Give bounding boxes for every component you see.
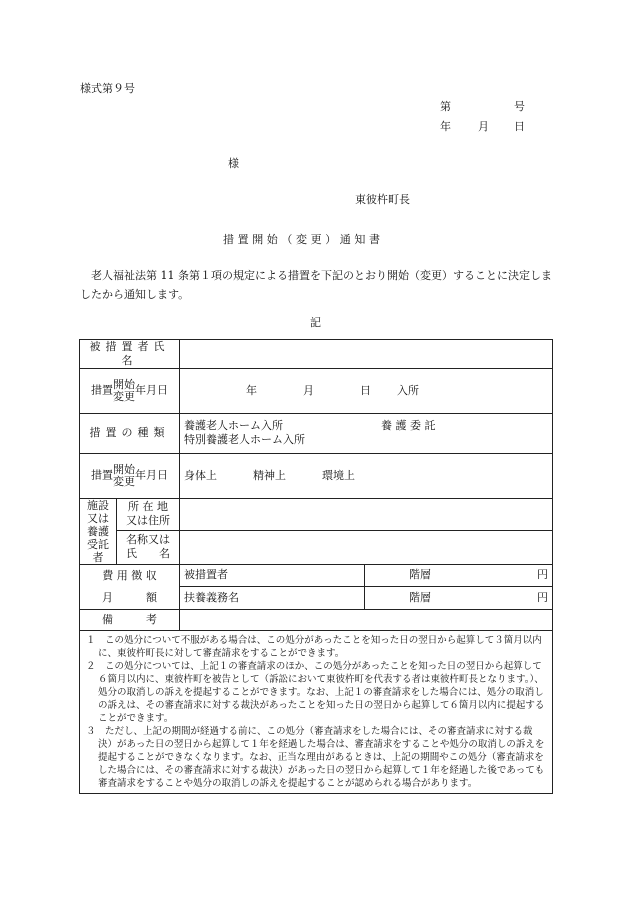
type-yogo-home: 養護老人ホーム入所 — [184, 419, 283, 433]
reason-environmental: 環境上 — [322, 468, 355, 482]
change-date-label — [80, 453, 180, 498]
cost-class-1: 階層 — [409, 568, 431, 582]
cost-amount-1 — [365, 564, 553, 587]
note-2: ２ この処分については、上記１の審査請求のほか、この処分があったことを知った日の翌日から起算して６箇月以内に、東彼杵町を被告として（訴訟において東彼杵町を代表する者は東彼杵町長となります。）、処分の取消しの訴えを提起することができます。なお、上記１の審査請求をした場合には、処分の取消しの訴えは、その審査請求に対する裁決があったことを知った日の翌日から起算して６箇月以内に提起することができます。 — [86, 660, 545, 724]
address-label — [117, 498, 180, 530]
cost-class-2: 階層 — [409, 590, 431, 604]
reason-physical: 身体上 — [184, 468, 217, 482]
start-month-label: 月 — [303, 383, 314, 397]
sochi-text: 措置 — [91, 383, 113, 397]
reason-mental: 精神上 — [253, 468, 286, 482]
facility-name-label — [117, 530, 180, 564]
kaishi-text: 開始 — [113, 377, 135, 391]
address-label-1: 所 在 地 — [128, 500, 168, 514]
cost-payer-2: 扶養義務名 — [180, 587, 365, 610]
facility-name-label-2: 氏 名 — [126, 547, 170, 561]
facility-label-2: 又は — [87, 511, 109, 525]
type-yogo-itaku: 養 護 委 託 — [381, 419, 436, 433]
measure-type-label: 措置の種類 — [80, 413, 180, 453]
person-name-label: 被措置者氏名 — [80, 340, 180, 369]
start-date-label — [80, 368, 180, 413]
notes-cell — [80, 630, 553, 793]
address-field — [180, 498, 553, 530]
reason-field — [180, 453, 553, 498]
cost-label-1: 費 用 徴 収 — [102, 568, 157, 582]
cost-label-2: 月 額 — [102, 590, 157, 604]
cost-label — [80, 564, 180, 609]
facility-label-4: 受託 — [87, 537, 109, 551]
facility-label-5: 者 — [92, 550, 104, 564]
document-number-label: 第 — [440, 100, 451, 113]
cost-unit-2: 円 — [537, 590, 548, 604]
cost-amount-2 — [365, 587, 553, 610]
type-tokubetsu-home: 特別養護老人ホーム入所 — [184, 433, 305, 446]
notice-form-table — [79, 339, 553, 794]
ki-marker: 記 — [310, 316, 321, 329]
person-name-field — [180, 340, 553, 369]
document-number-suffix: 号 — [514, 100, 525, 113]
kaishi-text-2: 開始 — [113, 462, 135, 476]
note-1: １ この処分について不服がある場合は、この処分があったことを知った日の翌日から起算して３箇月以内に、東彼杵町長に対して審査請求をすることができます。 — [86, 634, 542, 659]
start-day-label: 日 — [360, 383, 371, 397]
start-year-label: 年 — [246, 383, 257, 397]
measure-type-field — [180, 413, 553, 453]
addressee-suffix: 様 — [228, 157, 239, 170]
nengappi-text: 年月日 — [135, 383, 168, 397]
facility-label-1: 施設 — [87, 498, 109, 512]
address-label-2: 又は住所 — [126, 514, 170, 528]
henko-text-2: 変更 — [113, 474, 135, 488]
entry-label: 入所 — [397, 383, 419, 397]
cost-unit-1: 円 — [537, 568, 548, 582]
date-month-label: 月 — [478, 120, 489, 133]
nengappi-text-2: 年月日 — [135, 468, 168, 482]
form-number: 様式第９号 — [80, 82, 135, 95]
cost-payer-1: 被措置者 — [180, 564, 365, 587]
start-date-field — [180, 368, 553, 413]
sochi-text-2: 措置 — [91, 468, 113, 482]
facility-name-field — [180, 530, 553, 564]
body-text: 老人福祉法第 11 条第１項の規定による措置を下記のとおり開始（変更）することに決定しましたから通知します。 — [80, 269, 552, 301]
date-day-label: 日 — [514, 120, 525, 133]
document-title: 措置開始（変更）通知書 — [223, 233, 384, 246]
henko-text: 変更 — [113, 389, 135, 403]
remarks-label: 備 考 — [80, 609, 180, 630]
sender: 東彼杵町長 — [355, 193, 410, 206]
facility-label-3: 養護 — [87, 524, 109, 538]
facility-name-label-1: 名称又は — [126, 533, 170, 547]
note-3: ３ ただし、上記の期間が経過する前に、この処分（審査請求をした場合には、その審査請求に対する裁決）があった日の翌日から起算して１年を経過した場合は、審査請求をすることや処分の取消しの訴えを提起することができなくなります。なお、正当な理由があるときは、上記の期間やこの処分（審査請求をした場合には、その審査請求に対する裁決）があった日の翌日から起算して１年を経過した後であっても審査請求をすることや処分の取消しの訴えを提起することが認められる場合があります。 — [86, 725, 545, 789]
remarks-field — [180, 609, 553, 630]
facility-label — [80, 498, 117, 564]
date-year-label: 年 — [440, 120, 451, 133]
